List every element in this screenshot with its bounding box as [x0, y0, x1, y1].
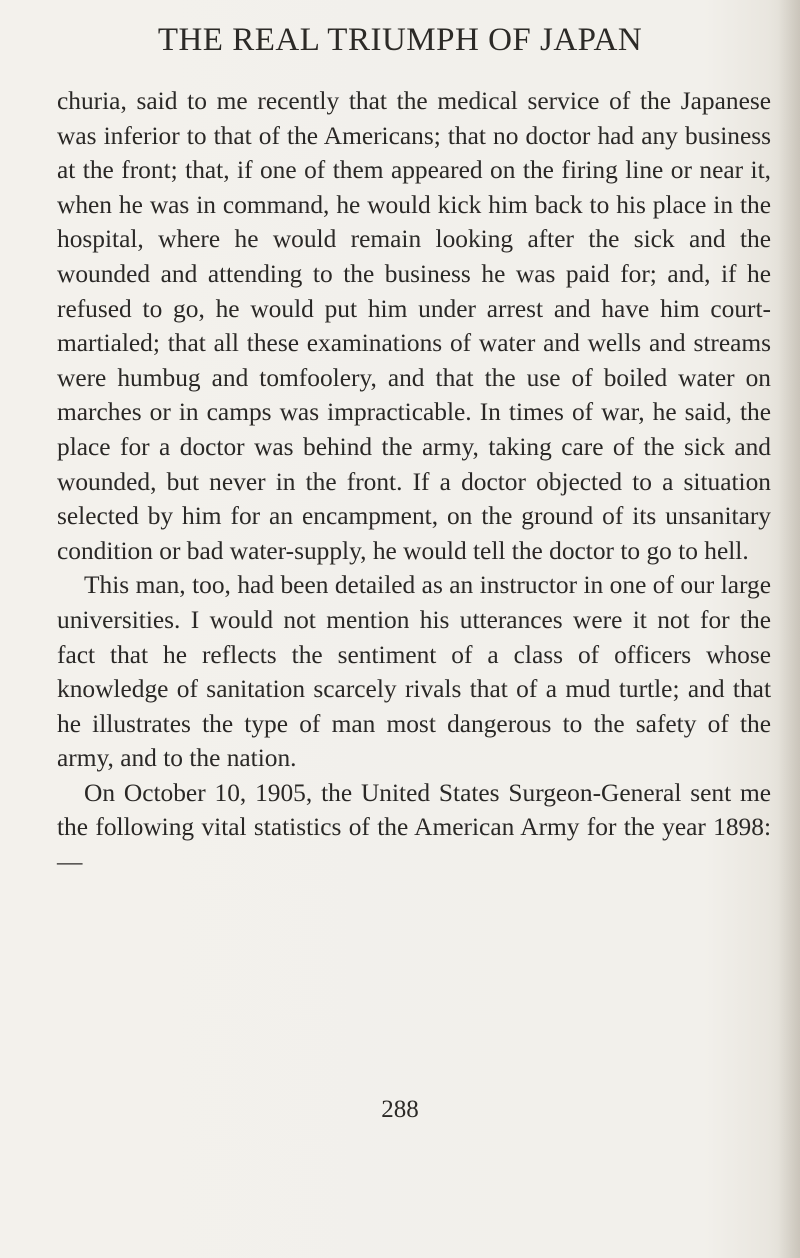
page-number: 288: [381, 1096, 419, 1123]
paragraph-continued: churia, said to me recently that the medical service of the Japanese was inferior to that of the Americans; that no doctor had any business at the front; that, if one of them appeared on the firing line or near it, when he was in command, he would kick him back to his place in the hospital, where he would remain looking after the sick and the wounded and attending to the business he was paid for; and, if he refused to go, he would put him under arrest and have him court-martialed; that all these examinations of water and wells and streams were humbug and tomfoolery, and that the use of boiled water on marches or in camps was impracticable. In times of war, he said, the place for a doctor was behind the army, taking care of the sick and wounded, but never in the front. If a doctor objected to a situation selected by him for an encampment, on the ground of its unsanitary condition or bad water-supply, he would tell the doctor to go to hell.: [57, 87, 771, 565]
body-text: [57, 84, 771, 880]
page-edge-shadow: [778, 0, 800, 1258]
running-head: THE REAL TRIUMPH OF JAPAN: [157, 22, 643, 58]
paragraph: On October 10, 1905, the United States Surgeon-General sent me the following vital statistics of the American Army for the year 1898: —: [57, 778, 771, 877]
paragraph: This man, too, had been detailed as an instructor in one of our large universities. I would not mention his utterances were it not for the fact that he reflects the sentiment of a class of officers whose knowledge of sanitation scarcely rivals that of a mud turtle; and that he illustrates the type of man most dangerous to the safety of the army, and to the nation.: [57, 571, 771, 773]
